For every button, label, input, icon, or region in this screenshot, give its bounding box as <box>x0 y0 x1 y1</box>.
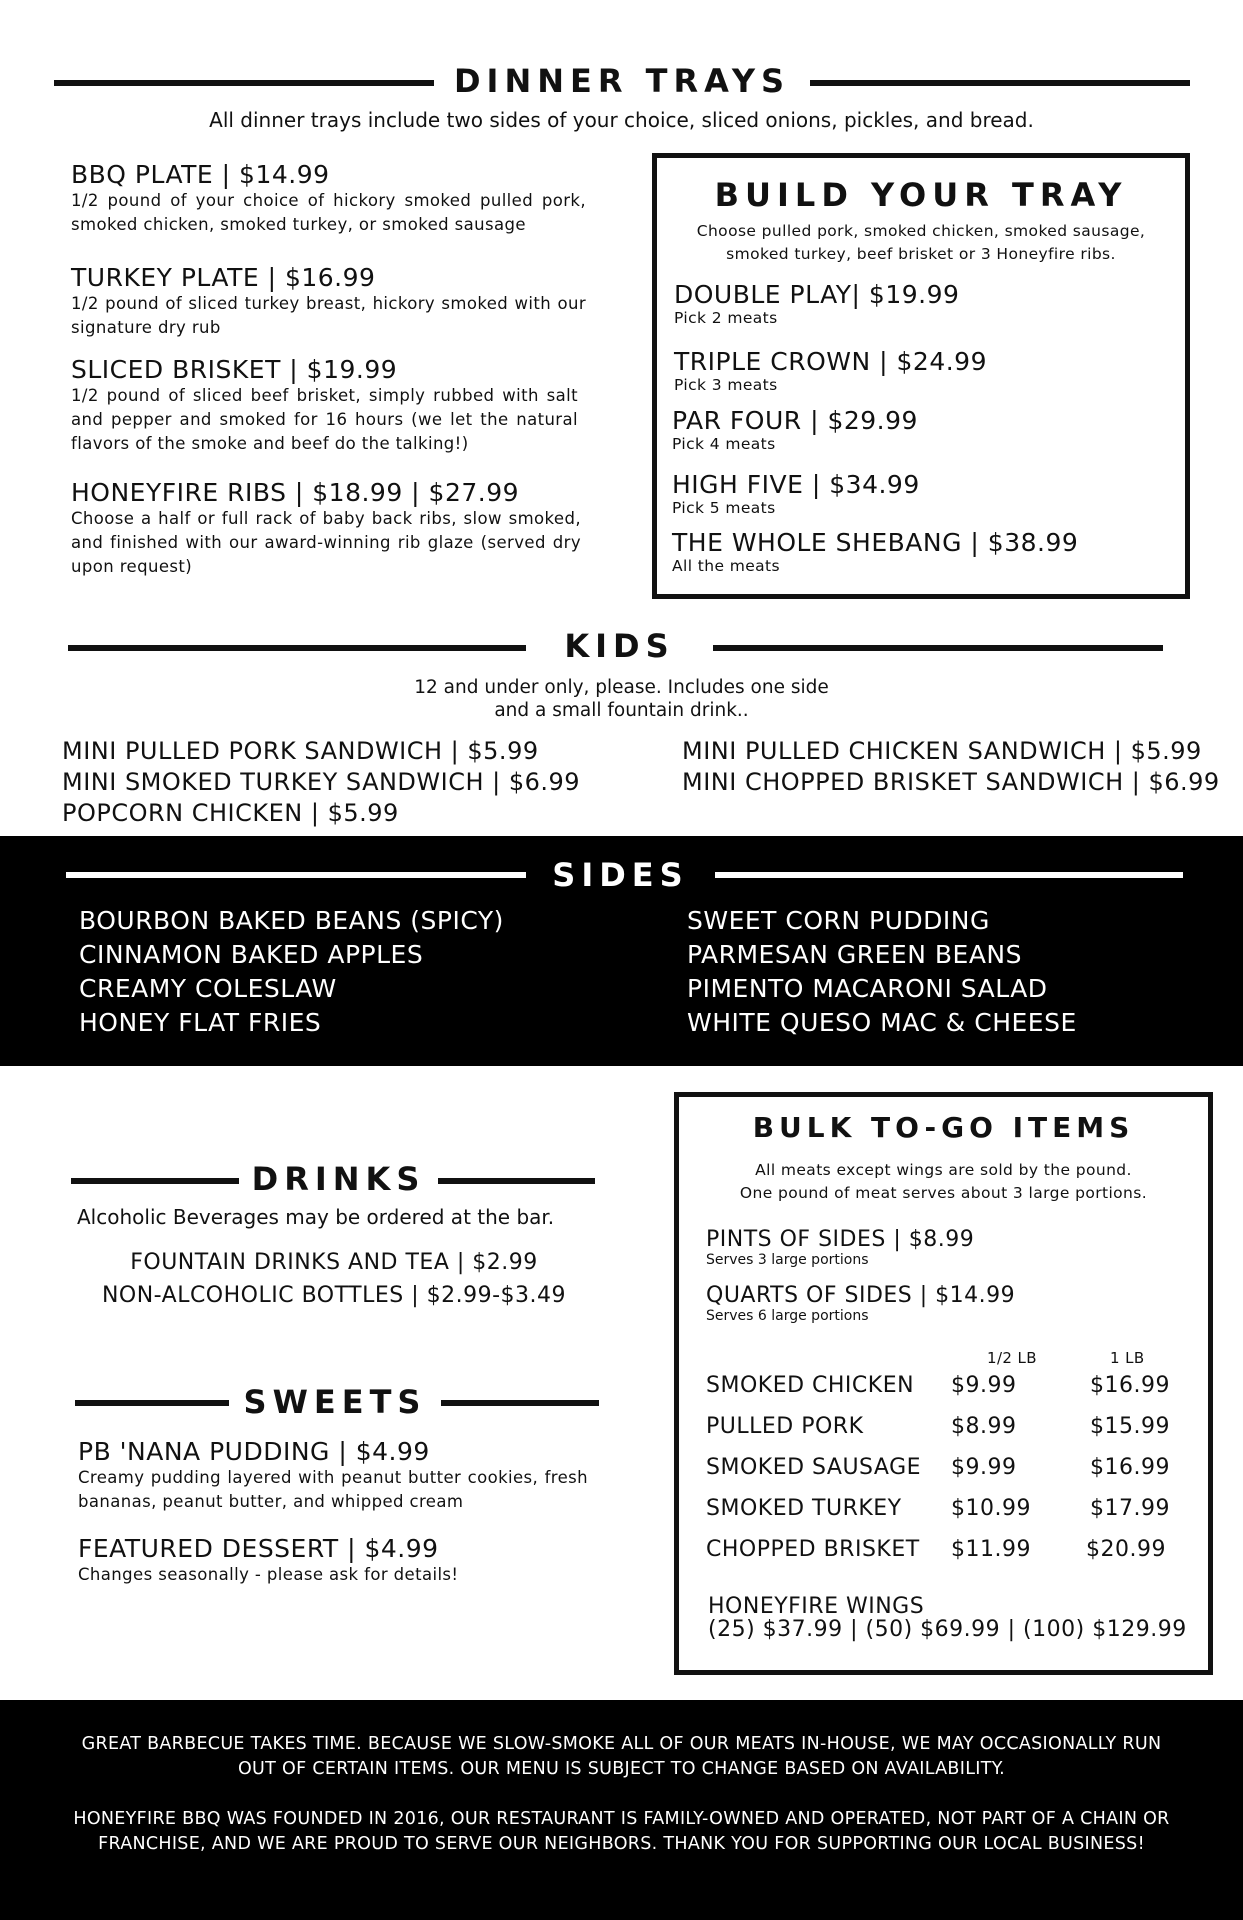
full-lb-price: $16.99 <box>1090 1455 1170 1480</box>
bulk-quarts <box>706 1283 1015 1324</box>
item-title: SLICED BRISKET | $19.99 <box>71 355 398 384</box>
heading-rule-left <box>71 1178 239 1184</box>
item-description: Changes seasonally - please ask for details! <box>78 1565 459 1584</box>
item-description: Pick 2 meats <box>674 309 778 327</box>
item-description: 1/2 pound of your choice of hickory smoked pulled pork, smoked chicken, smoked turkey, or smoked sausage <box>71 191 586 234</box>
build-tray-item <box>674 280 959 327</box>
meat-name: SMOKED CHICKEN <box>706 1373 915 1398</box>
drinks-subtitle: Alcoholic Beverages may be ordered at the bar. <box>77 1205 555 1229</box>
item-title: PINTS OF SIDES | $8.99 <box>706 1227 975 1252</box>
meat-name: SMOKED SAUSAGE <box>706 1455 922 1480</box>
side-item: BOURBON BAKED BEANS (SPICY) <box>79 906 504 935</box>
item-description: 1/2 pound of sliced beef brisket, simply rubbed with salt and pepper and smoked for 16 hours (we let the natural flavors of the smoke and beef do the talking!) <box>71 386 578 453</box>
heading-rule-left <box>54 80 434 86</box>
item-description: 1/2 pound of sliced turkey breast, hickory smoked with our signature dry rub <box>71 294 586 337</box>
bulk-subtitle <box>679 1159 1208 1205</box>
sides-band <box>0 836 1243 1066</box>
half-lb-price: $11.99 <box>951 1537 1031 1562</box>
item-title: BBQ PLATE | $14.99 <box>71 160 330 189</box>
kids-subtitle-line: and a small fountain drink.. <box>494 700 749 721</box>
item-title: TRIPLE CROWN | $24.99 <box>674 347 987 376</box>
meat-name: CHOPPED BRISKET <box>706 1537 920 1562</box>
kids-item: MINI PULLED PORK SANDWICH | $5.99 <box>62 737 539 765</box>
dinner-tray-item <box>71 478 581 579</box>
bulk-heading: BULK TO-GO ITEMS <box>752 1111 1135 1144</box>
heading-rule-left <box>68 645 526 651</box>
heading-rule-right <box>713 645 1163 651</box>
col-header-half-lb: 1/2 LB <box>987 1349 1037 1367</box>
wings-title: HONEYFIRE WINGS <box>708 1594 925 1619</box>
bulk-subtitle-line: One pound of meat serves about 3 large portions. <box>739 1184 1148 1202</box>
side-item: CREAMY COLESLAW <box>79 974 337 1003</box>
dinner-tray-item <box>71 160 586 237</box>
item-description: Serves 3 large portions <box>706 1252 869 1268</box>
item-title: DOUBLE PLAY| $19.99 <box>674 280 960 309</box>
heading-rule-right <box>438 1178 595 1184</box>
meat-name: SMOKED TURKEY <box>706 1496 902 1521</box>
meat-name: PULLED PORK <box>706 1414 864 1439</box>
drinks-heading: DRINKS <box>251 1160 426 1198</box>
item-description: Pick 4 meats <box>672 435 776 453</box>
footer-band <box>0 1700 1243 1920</box>
bulk-subtitle-line: All meats except wings are sold by the pound. <box>755 1161 1132 1179</box>
kids-subtitle <box>0 676 1243 722</box>
honeyfire-wings <box>708 1595 1187 1641</box>
footer-notice: GREAT BARBECUE TAKES TIME. BECAUSE WE SLOW-SMOKE ALL OF OUR MEATS IN-HOUSE, WE MAY OCCASIONALLY RUN OUT OF CERTAIN ITEMS. OUR MENU IS SUBJECT TO CHANGE BASED ON AVAILABILITY. <box>81 1734 1162 1779</box>
build-tray-item <box>672 528 1078 575</box>
full-lb-price: $17.99 <box>1090 1496 1170 1521</box>
side-item: HONEY FLAT FRIES <box>79 1008 322 1037</box>
half-lb-price: $9.99 <box>951 1455 1017 1480</box>
item-title: FEATURED DESSERT | $4.99 <box>78 1534 439 1563</box>
item-title: PAR FOUR | $29.99 <box>672 406 918 435</box>
kids-item: MINI CHOPPED BRISKET SANDWICH | $6.99 <box>682 768 1220 796</box>
item-description: All the meats <box>672 557 780 575</box>
build-tray-item <box>674 347 987 394</box>
sweets-heading: SWEETS <box>243 1383 427 1421</box>
side-item: PIMENTO MACARONI SALAD <box>687 974 1048 1003</box>
drinks-list <box>60 1246 608 1312</box>
item-title: HONEYFIRE RIBS | $18.99 | $27.99 <box>71 478 520 507</box>
wings-prices: (25) $37.99 | (50) $69.99 | (100) $129.99 <box>708 1617 1187 1642</box>
build-tray-item <box>672 470 920 517</box>
footer-about: HONEYFIRE BBQ WAS FOUNDED IN 2016, OUR RESTAURANT IS FAMILY-OWNED AND OPERATED, NOT PART OF A CHAIN OR FRANCHISE, AND WE ARE PROUD TO SERVE OUR NEIGHBORS. THANK YOU FOR SUPPORTING OUR LOCAL BUSINESS! <box>73 1809 1170 1854</box>
half-lb-price: $8.99 <box>951 1414 1017 1439</box>
heading-rule-left <box>75 1400 229 1406</box>
dinner-trays-subtitle: All dinner trays include two sides of your choice, sliced onions, pickles, and bread. <box>209 108 1034 132</box>
build-your-tray-box <box>652 153 1190 599</box>
item-title: THE WHOLE SHEBANG | $38.99 <box>672 528 1079 557</box>
build-tray-subtitle-line: Choose pulled pork, smoked chicken, smoked sausage, <box>696 222 1146 240</box>
kids-item: POPCORN CHICKEN | $5.99 <box>62 799 399 827</box>
side-item: SWEET CORN PUDDING <box>687 906 990 935</box>
sweets-item <box>78 1437 588 1514</box>
col-header-full-lb: 1 LB <box>1110 1349 1145 1367</box>
heading-rule-right <box>810 80 1190 86</box>
dinner-tray-item <box>71 355 578 456</box>
item-description: Choose a half or full rack of baby back ribs, slow smoked, and finished with our award-winning rib glaze (served dry upon request) <box>71 509 581 576</box>
sweets-item <box>78 1534 588 1587</box>
drink-item: FOUNTAIN DRINKS AND TEA | $2.99 <box>130 1250 538 1275</box>
item-title: PB 'NANA PUDDING | $4.99 <box>78 1437 430 1466</box>
build-tray-heading: BUILD YOUR TRAY <box>714 176 1128 214</box>
side-item: CINNAMON BAKED APPLES <box>79 940 424 969</box>
dinner-trays-heading: DINNER TRAYS <box>453 62 791 100</box>
dinner-tray-item <box>71 263 586 340</box>
drink-item: NON-ALCOHOLIC BOTTLES | $2.99-$3.49 <box>101 1283 567 1308</box>
bulk-pints <box>706 1227 974 1268</box>
build-tray-subtitle <box>657 220 1185 266</box>
half-lb-price: $9.99 <box>951 1373 1017 1398</box>
item-description: Serves 6 large portions <box>706 1308 869 1324</box>
kids-item: MINI SMOKED TURKEY SANDWICH | $6.99 <box>62 768 581 796</box>
half-lb-price: $10.99 <box>951 1496 1031 1521</box>
item-title: TURKEY PLATE | $16.99 <box>71 263 376 292</box>
heading-rule-left <box>66 872 526 878</box>
heading-rule-right <box>441 1400 599 1406</box>
full-lb-price: $16.99 <box>1090 1373 1170 1398</box>
sides-list-right <box>687 904 1077 1040</box>
build-tray-item <box>672 406 918 453</box>
item-title: QUARTS OF SIDES | $14.99 <box>706 1283 1016 1308</box>
sides-list-left <box>79 904 504 1040</box>
side-item: PARMESAN GREEN BEANS <box>687 940 1022 969</box>
item-description: Pick 3 meats <box>674 376 778 394</box>
full-lb-price: $20.99 <box>1086 1537 1166 1562</box>
kids-list-right <box>682 736 1220 798</box>
heading-rule-right <box>715 872 1183 878</box>
side-item: WHITE QUESO MAC & CHEESE <box>687 1008 1077 1037</box>
kids-list-left <box>62 736 580 829</box>
sides-heading: SIDES <box>552 856 689 894</box>
item-description: Creamy pudding layered with peanut butter cookies, fresh bananas, peanut butter, and whipped cream <box>78 1468 588 1511</box>
item-description: Pick 5 meats <box>672 499 776 517</box>
full-lb-price: $15.99 <box>1090 1414 1170 1439</box>
bulk-to-go-box <box>674 1092 1213 1675</box>
build-tray-subtitle-line: smoked turkey, beef brisket or 3 Honeyfire ribs. <box>726 245 1116 263</box>
kids-subtitle-line: 12 and under only, please. Includes one side <box>414 677 829 698</box>
kids-heading: KIDS <box>564 627 675 665</box>
item-title: HIGH FIVE | $34.99 <box>672 470 920 499</box>
kids-item: MINI PULLED CHICKEN SANDWICH | $5.99 <box>682 737 1202 765</box>
